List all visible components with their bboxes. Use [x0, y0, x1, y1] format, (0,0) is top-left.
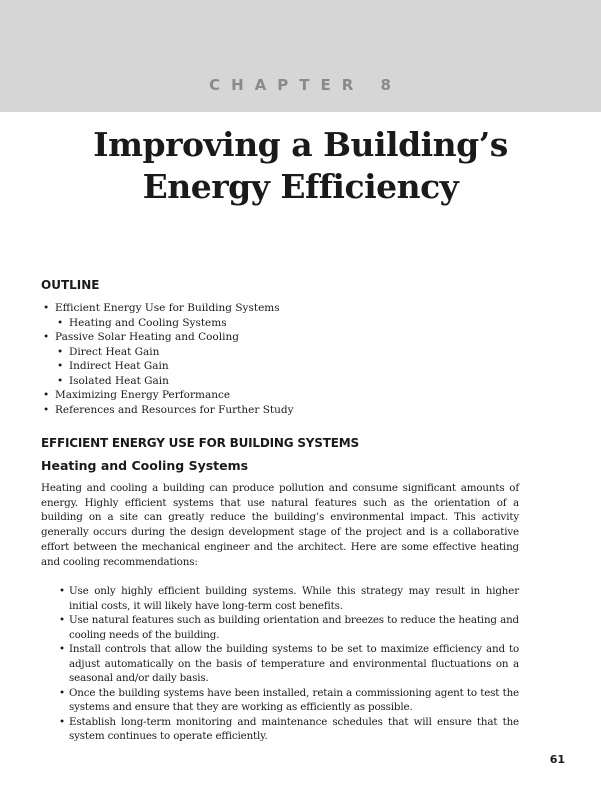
recommendation-item: • Establish long-term monitoring and maintenance schedules that will ensure that the system continues to operate efficiently. — [55, 715, 519, 744]
recommendation-list — [55, 584, 519, 744]
page-number: 61 — [549, 753, 565, 766]
outline-subitem: • Isolated Heat Gain — [55, 374, 294, 389]
outline-subitem: • Indirect Heat Gain — [55, 359, 294, 374]
chapter-header-band — [0, 0, 601, 112]
recommendation-item: • Use only highly efficient building systems. While this strategy may result in higher initial costs, it will likely have long-term cost benefits. — [55, 584, 519, 613]
recommendation-item: • Once the building systems have been installed, retain a commissioning agent to test the systems and ensure that they are working as efficiently as possible. — [55, 686, 519, 715]
chapter-title — [20, 124, 581, 208]
body-paragraph: Heating and cooling a building can produce pollution and consume significant amounts of energy. Highly efficient systems that use natural features such as the orientation of a building on a site can greatly reduce the building’s environmental impact. This activity generally occurs during the design development stage of the project and is a collaborative effort between the mechanical engineer and the architect. Here are some effective heating and cooling recommendations: — [41, 482, 519, 568]
section-heading: EFFICIENT ENERGY USE FOR BUILDING SYSTEMS — [41, 436, 359, 450]
outline-item: • References and Resources for Further Study — [41, 403, 294, 418]
outline-heading: OUTLINE — [41, 278, 100, 292]
outline-list — [41, 301, 294, 417]
outline-subitem: • Heating and Cooling Systems — [55, 316, 294, 331]
outline-item: • Passive Solar Heating and Cooling — [41, 330, 294, 345]
recommendation-item: • Install controls that allow the building systems to be set to maximize efficiency and to adjust automatically on the basis of temperature and environmental fluctuations on a seasonal and/or daily basis. — [55, 642, 519, 686]
chapter-title-line-1: Improving a Building’s — [93, 125, 508, 164]
outline-subitem: • Direct Heat Gain — [55, 345, 294, 360]
outline-item: • Maximizing Energy Performance — [41, 388, 294, 403]
chapter-label: CHAPTER 8 — [209, 76, 402, 94]
subsection-heading: Heating and Cooling Systems — [41, 458, 249, 473]
recommendation-item: • Use natural features such as building orientation and breezes to reduce the heating and cooling needs of the building. — [55, 613, 519, 642]
outline-item: • Efficient Energy Use for Building Systems — [41, 301, 294, 316]
chapter-title-line-2: Energy Efficiency — [142, 167, 459, 206]
